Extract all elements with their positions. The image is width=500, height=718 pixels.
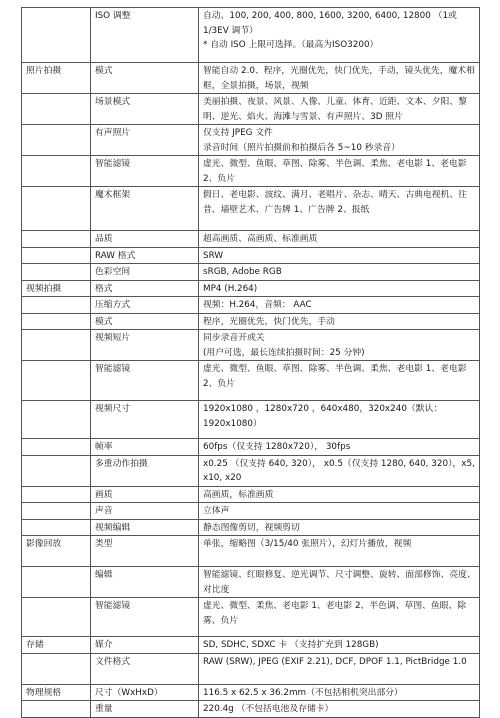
table-row <box>22 280 480 297</box>
spec-value-cell: 静态图像剪切，视频剪切 <box>199 519 480 536</box>
spec-value-cell: 220.4g （不包括电池及存储卡） <box>199 701 480 718</box>
spec-item-cell: 场景模式 <box>91 94 199 125</box>
spec-value-cell: 虚光、微型、柔焦、老电影 1、老电影 2、半色调、草图、鱼眼、除雾、负片 <box>199 598 480 637</box>
table-row <box>22 684 480 701</box>
table-row <box>22 297 480 314</box>
spec-value-cell: MP4 (H.264) <box>199 280 480 297</box>
spec-category-cell <box>22 439 91 456</box>
spec-value-cell: SD, SDHC, SDXC 卡 （支持扩充到 128GB) <box>199 637 480 654</box>
spec-item-cell: 智能滤镜 <box>91 361 199 401</box>
table-row <box>22 8 480 63</box>
spec-category-cell <box>22 567 91 598</box>
spec-item-cell: 品质 <box>91 231 199 248</box>
table-row <box>22 439 480 456</box>
spec-table-body <box>22 8 480 718</box>
table-row <box>22 247 480 264</box>
table-row <box>22 598 480 637</box>
table-row <box>22 486 480 503</box>
spec-value-cell: 立体声 <box>199 503 480 520</box>
spec-item-cell: RAW 格式 <box>91 247 199 264</box>
spec-item-cell: 模式 <box>91 63 199 94</box>
table-row <box>22 401 480 439</box>
table-row <box>22 187 480 231</box>
spec-item-cell: ISO 调整 <box>91 8 199 63</box>
spec-item-cell: 视频尺寸 <box>91 401 199 439</box>
spec-item-cell: 格式 <box>91 280 199 297</box>
spec-value-cell: 1920x1080 ，1280x720 ，640x480，320x240（默认：1920x1080） <box>199 401 480 439</box>
spec-category-cell: 物理规格 <box>22 684 91 701</box>
spec-value-cell: SRW <box>199 247 480 264</box>
spec-item-cell: 帧率 <box>91 439 199 456</box>
spec-item-cell: 压缩方式 <box>91 297 199 314</box>
spec-value-cell: 虚光、微型、鱼眼、草图、除雾、半色调、柔焦、老电影 1、老电影 2、负片 <box>199 156 480 187</box>
spec-category-cell <box>22 486 91 503</box>
spec-category-cell <box>22 361 91 401</box>
spec-item-cell: 有声照片 <box>91 125 199 156</box>
spec-category-cell <box>22 297 91 314</box>
spec-category-cell <box>22 231 91 248</box>
table-row <box>22 231 480 248</box>
spec-category-cell: 视频拍摄 <box>22 280 91 297</box>
spec-item-cell: 视频短片 <box>91 330 199 361</box>
spec-value-cell: 单张，缩略图（3/15/40 张照片），幻灯片播放，视频 <box>199 536 480 567</box>
spec-item-cell: 重量 <box>91 701 199 718</box>
spec-value-cell: 视频：H.264，音频： AAC <box>199 297 480 314</box>
table-row <box>22 637 480 654</box>
spec-item-cell: 文件格式 <box>91 653 199 684</box>
table-row <box>22 653 480 684</box>
spec-item-cell: 媒介 <box>91 637 199 654</box>
spec-value-cell: 程序，光圈优先，快门优先，手动 <box>199 313 480 330</box>
spec-value-cell: 智能滤镜、红眼修复、逆光调节、尺寸调整、旋转、面部修饰、亮度、对比度 <box>199 567 480 598</box>
table-row <box>22 519 480 536</box>
spec-category-cell <box>22 156 91 187</box>
spec-value-cell: 超高画质、高画质、标准画质 <box>199 231 480 248</box>
table-row <box>22 94 480 125</box>
table-row <box>22 567 480 598</box>
spec-category-cell <box>22 653 91 684</box>
spec-item-cell: 类型 <box>91 536 199 567</box>
spec-category-cell <box>22 503 91 520</box>
spec-value-cell: 自动、100, 200, 400, 800, 1600, 3200, 6400, 12800 （1或1/3EV 调节） * 自动 ISO 上限可选择。（最高为ISO3200） <box>199 8 480 63</box>
spec-value-cell: 假日、老电影、波纹、满月、老唱片、杂志、晴天、古典电视机、往昔、墙壁艺术、广告牌 1、广告牌 2、报纸 <box>199 187 480 231</box>
spec-item-cell: 声音 <box>91 503 199 520</box>
spec-category-cell: 影像回放 <box>22 536 91 567</box>
spec-value-cell: 116.5 x 62.5 x 36.2mm（不包括相机突出部分） <box>199 684 480 701</box>
spec-item-cell: 尺寸（WxHxD） <box>91 684 199 701</box>
table-row <box>22 503 480 520</box>
spec-value-cell: x0.25 （仅支持 640, 320）， x0.5（仅支持 1280, 640, 320），x5, x10, x20 <box>199 455 480 486</box>
spec-item-cell: 多重动作拍摄 <box>91 455 199 486</box>
spec-value-cell: 同步录音开或关 (用户可选，最长连续拍摄时间：25 分钟) <box>199 330 480 361</box>
spec-category-cell <box>22 455 91 486</box>
spec-value-cell: 美丽拍摄、夜景、风景、人像、儿童、体育、近距、文本、夕阳、黎明、逆光、焰火、海滩与雪景、有声照片、3D 照片 <box>199 94 480 125</box>
spec-category-cell <box>22 598 91 637</box>
spec-item-cell: 编辑 <box>91 567 199 598</box>
spec-value-cell: 60fps（仅支持 1280x720）， 30fps <box>199 439 480 456</box>
spec-category-cell <box>22 313 91 330</box>
spec-category-cell <box>22 94 91 125</box>
spec-category-cell <box>22 187 91 231</box>
spec-item-cell: 魔术框架 <box>91 187 199 231</box>
spec-category-cell: 存储 <box>22 637 91 654</box>
spec-category-cell <box>22 264 91 281</box>
spec-value-cell: sRGB, Adobe RGB <box>199 264 480 281</box>
spec-value-cell: 仅支持 JPEG 文件 录音时间（照片拍摄前和拍摄后各 5~10 秒录音） <box>199 125 480 156</box>
spec-category-cell <box>22 519 91 536</box>
table-row <box>22 536 480 567</box>
spec-value-cell: 虚光、微型、鱼眼、草图、除雾、半色调、柔焦、老电影 1、老电影 2、负片 <box>199 361 480 401</box>
spec-item-cell: 视频编辑 <box>91 519 199 536</box>
spec-table <box>21 7 480 718</box>
spec-sheet <box>21 7 479 714</box>
spec-value-cell: 智能自动 2.0、程序，光圈优先，快门优先，手动，镜头优先，魔术相框，全景拍摄，场景，视频 <box>199 63 480 94</box>
spec-item-cell: 智能滤镜 <box>91 156 199 187</box>
spec-category-cell <box>22 125 91 156</box>
spec-value-cell: 高画质，标准画质 <box>199 486 480 503</box>
table-row <box>22 156 480 187</box>
spec-category-cell: 照片拍摄 <box>22 63 91 94</box>
table-row <box>22 63 480 94</box>
spec-value-cell: RAW (SRW), JPEG (EXIF 2.21), DCF, DPOF 1.1, PictBridge 1.0 <box>199 653 480 684</box>
spec-category-cell <box>22 401 91 439</box>
table-row <box>22 361 480 401</box>
spec-category-cell <box>22 247 91 264</box>
spec-category-cell <box>22 8 91 63</box>
table-row <box>22 330 480 361</box>
table-row <box>22 264 480 281</box>
table-row <box>22 125 480 156</box>
table-row <box>22 455 480 486</box>
spec-item-cell: 画质 <box>91 486 199 503</box>
spec-item-cell: 模式 <box>91 313 199 330</box>
spec-item-cell: 色彩空间 <box>91 264 199 281</box>
spec-category-cell <box>22 330 91 361</box>
table-row <box>22 313 480 330</box>
spec-item-cell: 智能滤镜 <box>91 598 199 637</box>
